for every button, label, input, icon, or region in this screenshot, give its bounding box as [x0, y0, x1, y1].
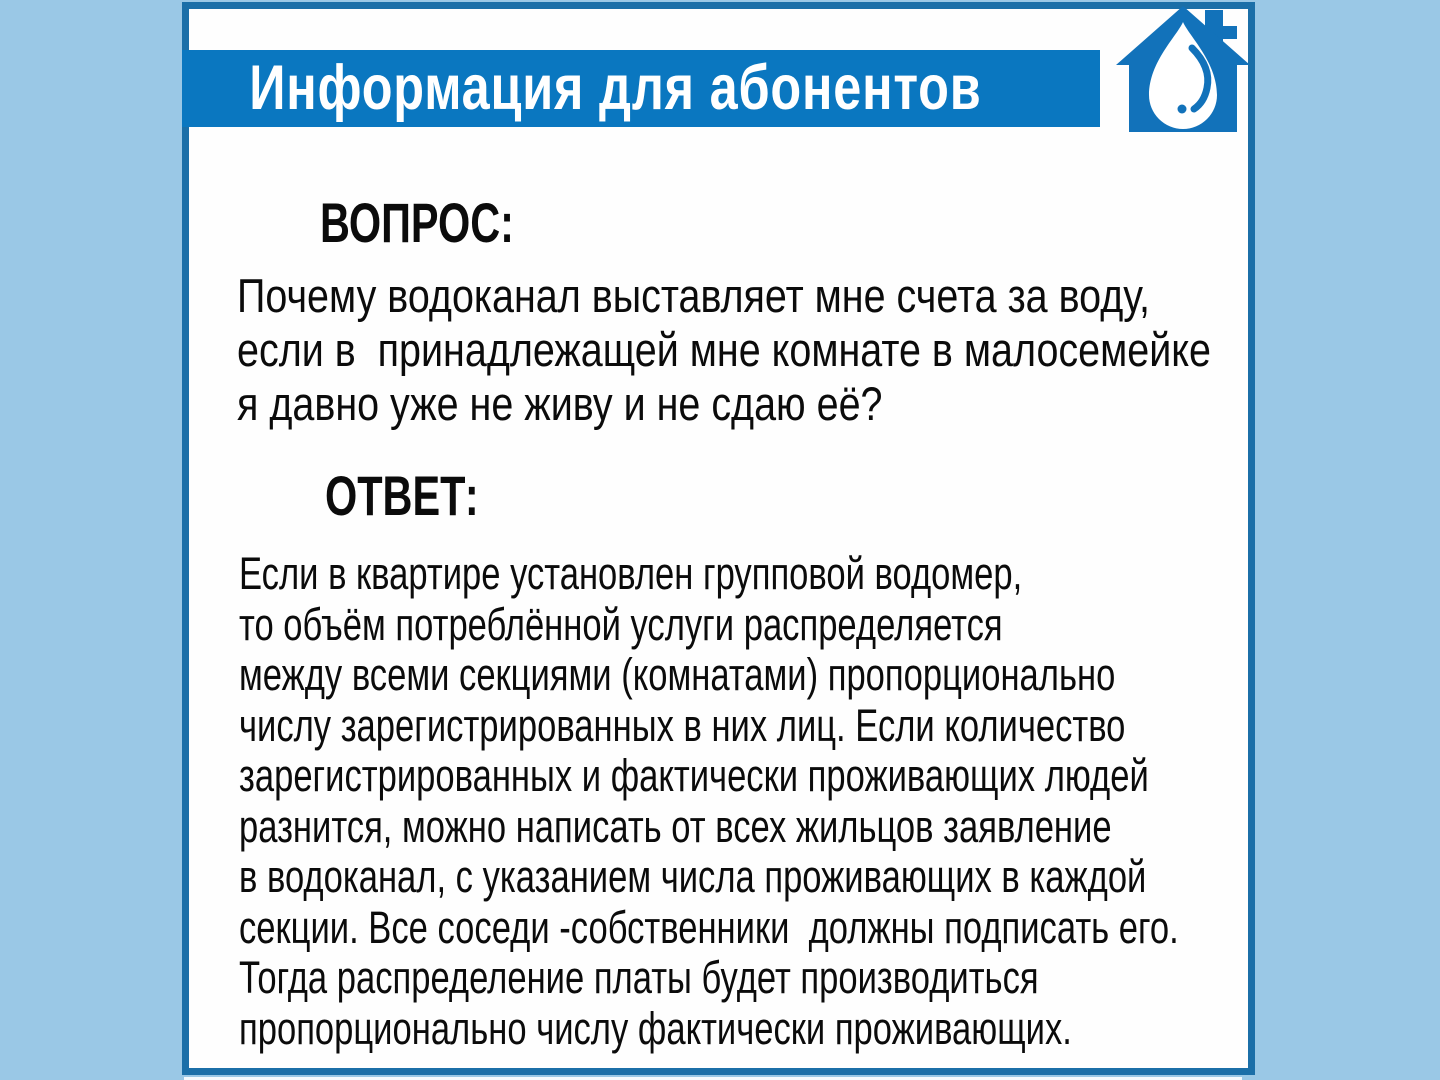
answer-line: то объём потреблённой услуги распределяется — [239, 598, 1003, 650]
answer-heading: ОТВЕТ: — [325, 464, 479, 527]
answer-line: Если в квартире установлен групповой водомер, — [239, 548, 1023, 599]
page-title: Информация для абонентов — [249, 53, 982, 123]
answer-line: между всеми секциями (комнатами) пропорционально — [239, 649, 1116, 700]
question-line: если в принадлежащей мне комнате в малосемейке — [237, 323, 1211, 376]
answer-line: зарегистрированных и фактически проживающих людей — [239, 750, 1149, 801]
water-drop-house-logo-icon — [1116, 6, 1250, 138]
question-line: я давно уже не живу и не сдаю её? — [237, 377, 883, 430]
answer-line: разнится, можно написать от всех жильцов заявление — [239, 800, 1112, 852]
logo-drop-dot-shape — [1178, 105, 1187, 114]
answer-line: Тогда распределение платы будет производиться — [239, 952, 1039, 1003]
answer-line: секции. Все соседи -собственники должны подписать его. — [239, 901, 1179, 953]
question-line: Почему водоканал выставляет мне счета за воду, — [237, 269, 1151, 322]
answer-text — [239, 549, 1440, 1054]
title-banner — [182, 50, 1100, 127]
info-card — [182, 2, 1255, 1075]
answer-line: в водоканал, с указанием числа проживающих в каждой — [239, 851, 1147, 902]
answer-line: пропорционально числу фактически проживающих. — [239, 1002, 1072, 1054]
question-heading: ВОПРОС: — [320, 191, 514, 254]
question-text — [237, 269, 1396, 431]
answer-line: числу зарегистрированных в них лиц. Если количество — [239, 699, 1126, 751]
